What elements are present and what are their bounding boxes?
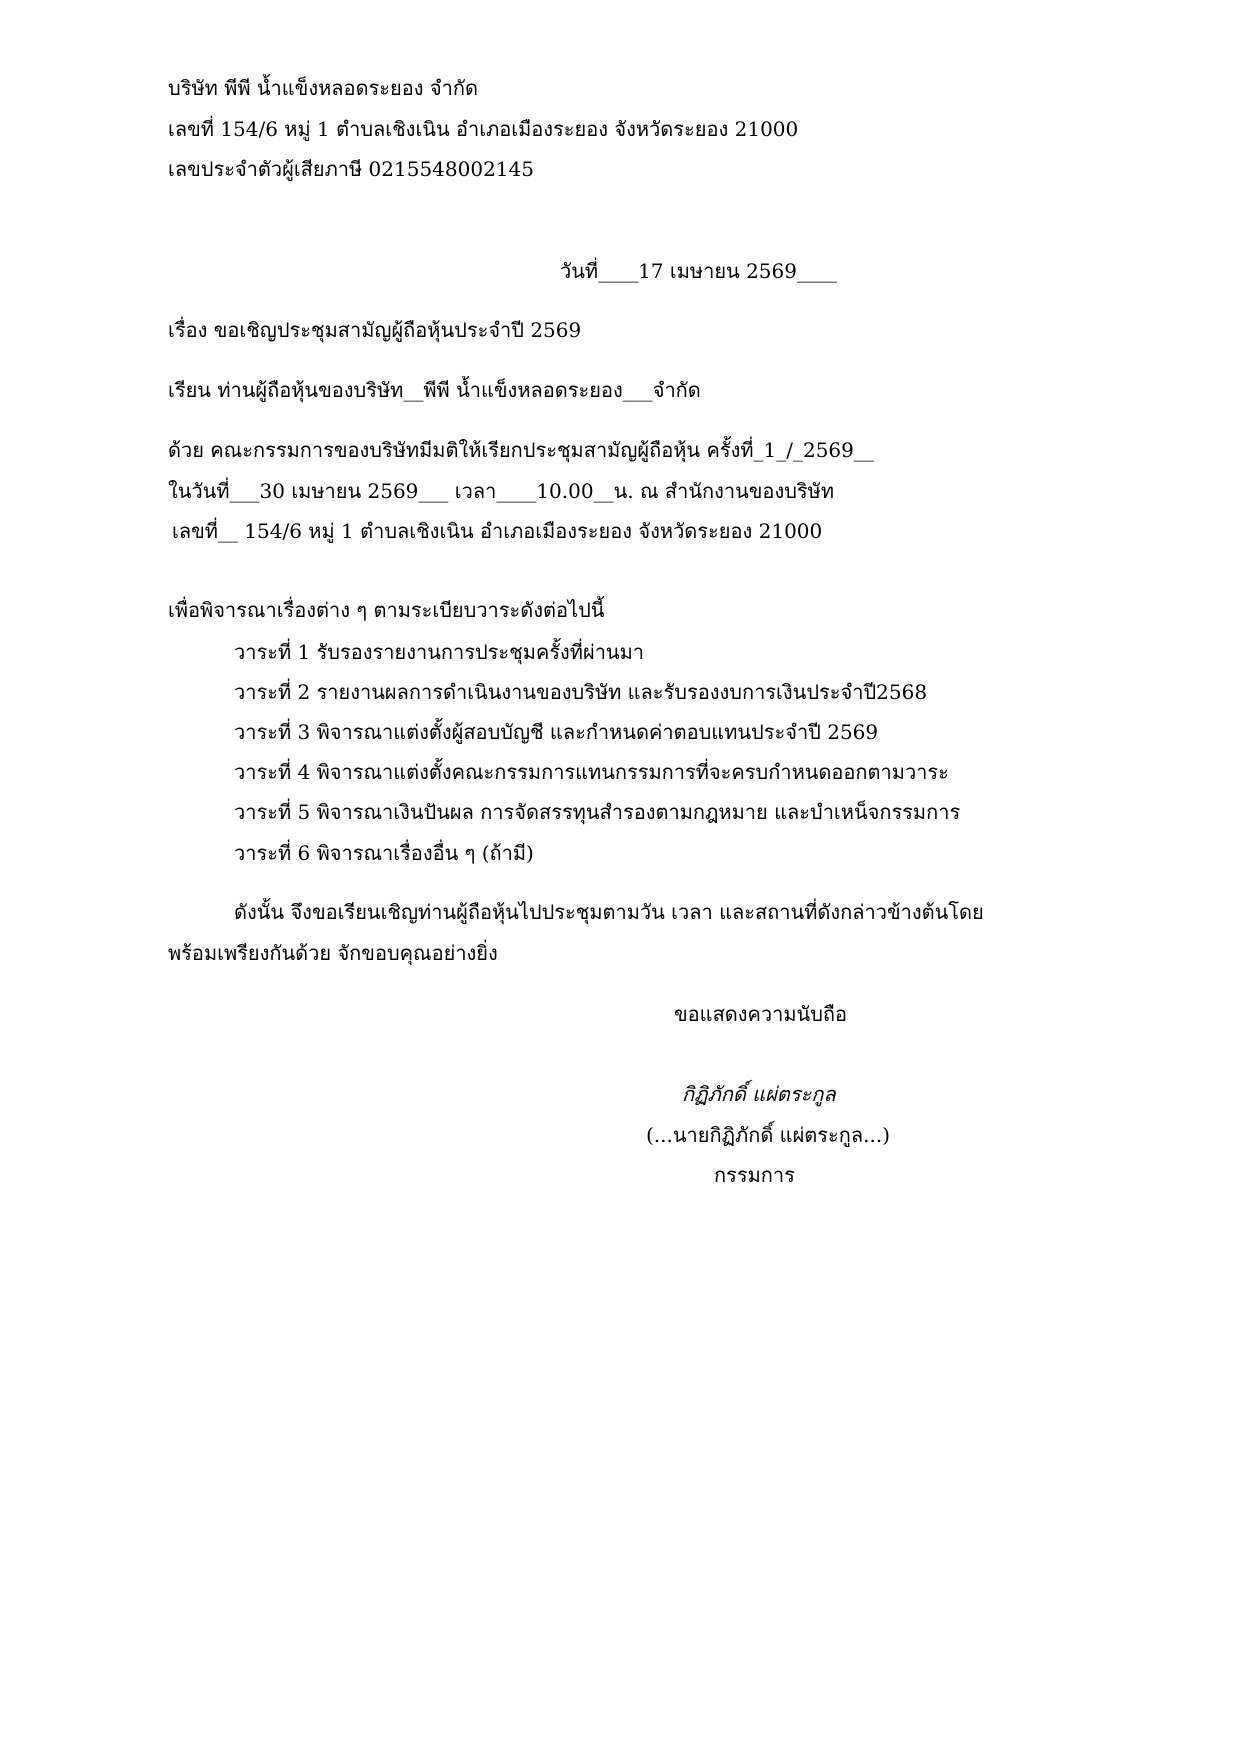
agenda-intro: เพื่อพิจารณาเรื่องต่าง ๆ ตามระเบียบวาระดังต่อไปนี้ [168, 598, 605, 622]
subject-line: เรื่อง ขอเชิญประชุมสามัญผู้ถือหุ้นประจำปี 2569 [168, 318, 582, 342]
agenda-item: วาระที่ 3 พิจารณาแต่งตั้งผู้สอบบัญชี และกำหนดค่าตอบแทนประจำปี 2569 [234, 720, 879, 744]
recipient-line: เรียน ท่านผู้ถือหุ้นของบริษัท__พีพี น้ำแข็งหลอดระยอง___จำกัด [168, 378, 701, 402]
closing-line-1: ดังนั้น จึงขอเรียนเชิญท่านผู้ถือหุ้นไปประชุมตามวัน เวลา และสถานที่ดังกล่าวข้างต้นโดย [234, 900, 984, 924]
body-line-2: ในวันที่___30 เมษายน 2569___ เวลา____10.00__น. ณ สำนักงานของบริษัท [168, 479, 835, 503]
agenda-item: วาระที่ 5 พิจารณาเงินปันผล การจัดสรรทุนสำรองตามกฎหมาย และบำเหน็จกรรมการ [234, 800, 961, 824]
company-tax-id: เลขประจำตัวผู้เสียภาษี 0215548002145 [168, 157, 534, 181]
company-name: บริษัท พีพี น้ำแข็งหลอดระยอง จำกัด [168, 76, 478, 100]
agenda-item: วาระที่ 2 รายงานผลการดำเนินงานของบริษัท และรับรองงบการเงินประจำปี2568 [234, 680, 928, 704]
agenda-item: วาระที่ 1 รับรองรายงานการประชุมครั้งที่ผ่านมา [234, 640, 645, 664]
closing-line-2: พร้อมเพรียงกันด้วย จักขอบคุณอย่างยิ่ง [168, 941, 498, 965]
signer-position: กรรมการ [714, 1163, 795, 1187]
printed-name: (...นายกิฏิภักดิ์ แผ่ตระกูล...) [646, 1123, 890, 1147]
date-line: วันที่____17 เมษายน 2569____ [560, 259, 837, 283]
signature: กิฏิภักดิ์ แผ่ตระกูล [682, 1082, 836, 1106]
agenda-item: วาระที่ 6 พิจารณาเรื่องอื่น ๆ (ถ้ามี) [234, 841, 534, 865]
agenda-item: วาระที่ 4 พิจารณาแต่งตั้งคณะกรรมการแทนกรรมการที่จะครบกำหนดออกตามวาระ [234, 760, 949, 784]
company-address: เลขที่ 154/6 หมู่ 1 ตำบลเชิงเนิน อำเภอเมืองระยอง จังหวัดระยอง 21000 [168, 117, 799, 141]
regards-text: ขอแสดงความนับถือ [674, 1002, 848, 1026]
body-line-3: เลขที่__ 154/6 หมู่ 1 ตำบลเชิงเนิน อำเภอเมืองระยอง จังหวัดระยอง 21000 [172, 519, 823, 543]
body-line-1: ด้วย คณะกรรมการของบริษัทมีมติให้เรียกประชุมสามัญผู้ถือหุ้น ครั้งที่_1_/_2569__ [168, 438, 874, 462]
